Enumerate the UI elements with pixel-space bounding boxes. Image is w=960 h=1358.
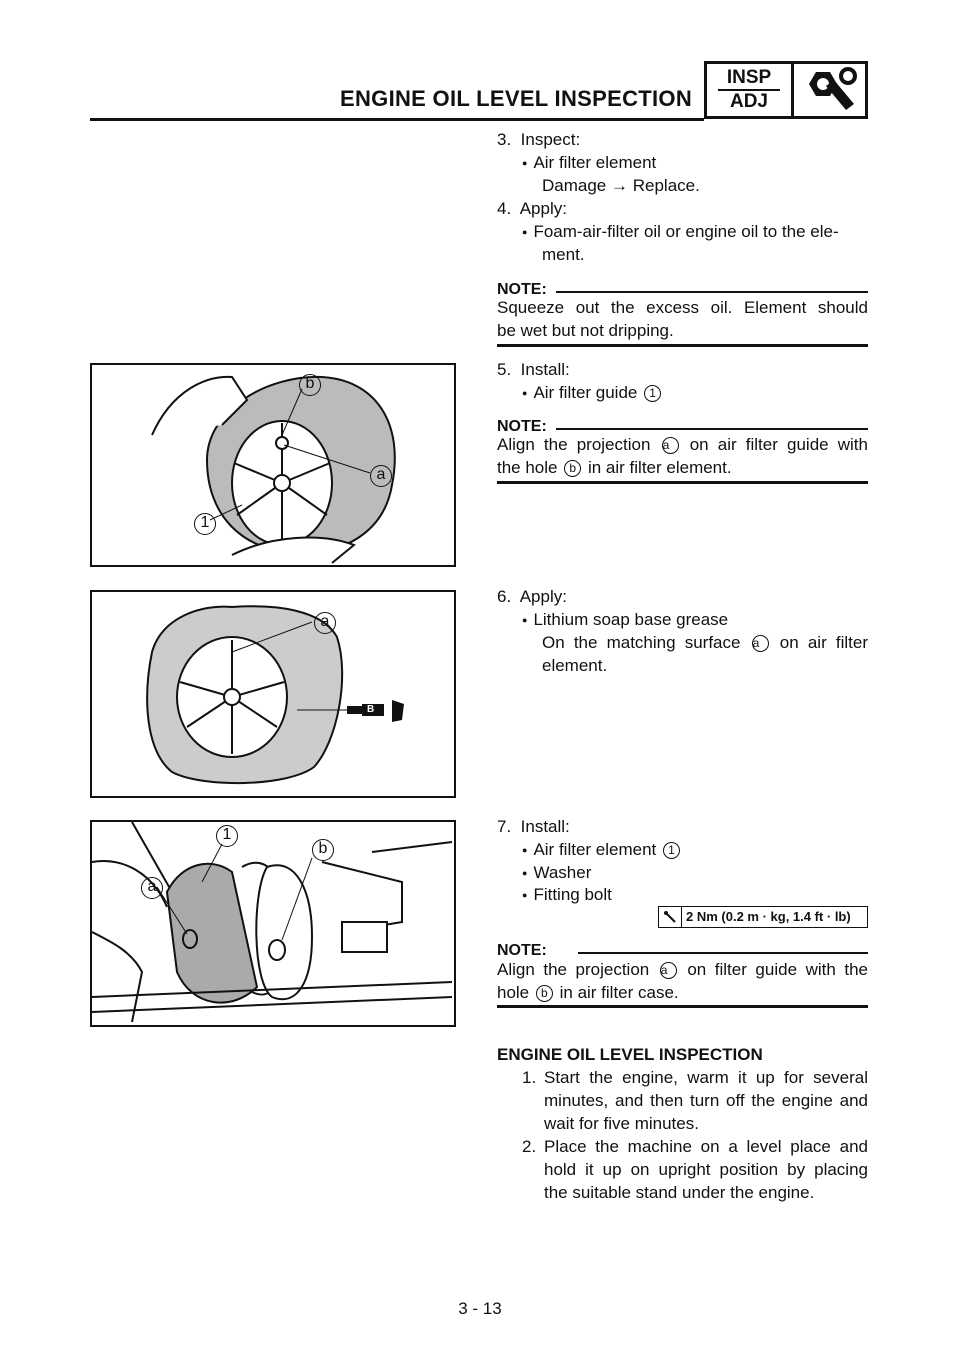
step-5-label: 5. Install: [497, 360, 570, 379]
badge-text [707, 64, 794, 116]
section-step-2-line-1: Place the machine on a level place and [544, 1137, 868, 1156]
fig1-label-b: b [299, 374, 321, 396]
note-1-line-1: Squeeze out the excess oil. Element should [497, 298, 868, 317]
note-2-line-1: Align the projection a on air filter guide with [497, 435, 868, 454]
torque-value: 2 Nm (0.2 m · kg, 1.4 ft · lb) [686, 909, 851, 924]
torque-spec-box [658, 906, 868, 928]
figure-air-filter-install [90, 820, 456, 1027]
step-7-label: 7. Install: [497, 817, 570, 836]
badge-top-label: INSP [726, 67, 772, 88]
fig1-label-1: 1 [194, 513, 216, 535]
section-step-2-line-3: the suitable stand under the engine. [544, 1183, 815, 1202]
section-heading: ENGINE OIL LEVEL INSPECTION [497, 1045, 763, 1064]
step-7-bullet-1: ● Air filter element 1 [522, 839, 682, 863]
insp-adj-badge [704, 61, 868, 119]
section-step-2-line-2: hold it up on upright position by placing [544, 1160, 868, 1179]
section-step-2-num: 2. [522, 1137, 537, 1156]
step-5-bullet: ● Air filter guide 1 [522, 382, 663, 406]
step-4-bullet: ● Foam-air-filter oil or engine oil to the ele- [522, 221, 839, 245]
step-6-detail-cont: element. [542, 656, 608, 675]
fig3-label-b: b [312, 839, 334, 861]
step-4-label: 4. Apply: [497, 199, 567, 218]
page-header-title: ENGINE OIL LEVEL INSPECTION [340, 86, 693, 111]
note-2-line-2: the hole b in air filter element. [497, 458, 732, 477]
fig1-label-a: a [370, 465, 392, 487]
step-3-bullet: ● Air filter element [522, 152, 656, 176]
step-3-label: 3. Inspect: [497, 130, 581, 149]
step-3-detail: Damage → Replace. [542, 176, 700, 195]
page-number: 3 - 13 [458, 1299, 502, 1318]
step-6-detail: On the matching surface a on air filter [542, 633, 868, 652]
fig3-label-1: 1 [216, 825, 238, 847]
fig2-grease-mark: B [367, 704, 375, 715]
step-7-bullet-2: ● Washer [522, 862, 591, 886]
note-3-line-1: Align the projection a on filter guide with the [497, 960, 868, 979]
header-rule [90, 118, 704, 121]
figure-air-filter-guide [90, 363, 456, 567]
section-step-1-line-2: minutes, and then turn off the engine and [544, 1091, 868, 1110]
note-2-label: NOTE: [497, 418, 547, 435]
badge-bottom-label: ADJ [729, 91, 768, 112]
fig2-label-a: a [314, 612, 336, 634]
torque-wrench-icon [659, 907, 682, 927]
step-6-bullet: ● Lithium soap base grease [522, 609, 728, 633]
step-6-label: 6. Apply: [497, 587, 567, 606]
note-1-label: NOTE: [497, 281, 547, 298]
note-1-line-2: be wet but not dripping. [497, 321, 674, 340]
figure-grease-element [90, 590, 456, 798]
section-step-1-num: 1. [522, 1068, 537, 1087]
section-step-1-line-1: Start the engine, warm it up for several [544, 1068, 868, 1087]
section-step-1-line-3: wait for five minutes. [544, 1114, 699, 1133]
note-3-label: NOTE: [497, 942, 547, 959]
step-4-bullet-cont: ment. [542, 245, 585, 264]
note-3-line-2: hole b in air filter case. [497, 983, 679, 1002]
fig3-label-a: a [141, 877, 163, 899]
wrench-nut-icon [794, 64, 865, 116]
step-7-bullet-3: ● Fitting bolt [522, 884, 612, 908]
